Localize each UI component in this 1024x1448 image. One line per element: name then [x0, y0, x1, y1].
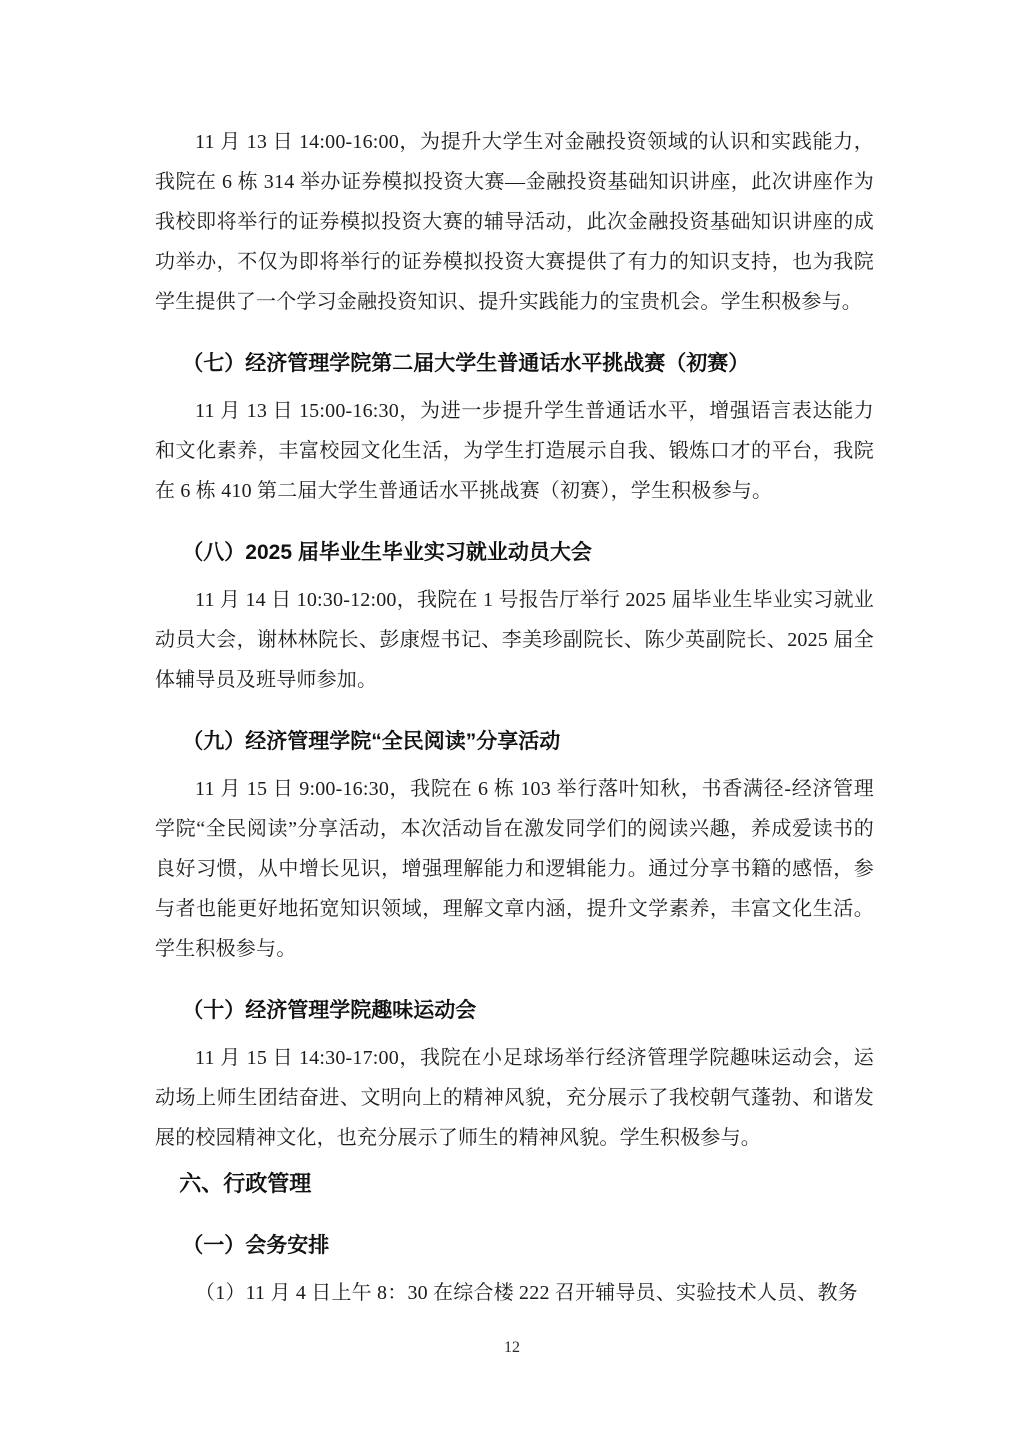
paragraph-reading-share: 11 月 15 日 9:00-16:30，我院在 6 栋 103 举行落叶知秋，书香满径-经济管理学院“全民阅读”分享活动，本次活动旨在激发同学们的阅读兴趣，养成爱读书的良好习惯，从中增长见识，增强理解能力和逻辑能力。通过分享书籍的感悟，参与者也能更好地拓宽知识领域，理解文章内涵，提升文学素养，丰富文化生活。学生积极参与。 — [155, 778, 874, 960]
paragraph-fun-sports: 11 月 15 日 14:30-17:00，我院在小足球场举行经济管理学院趣味运动会，运动场上师生团结奋进、文明向上的精神风貌，充分展示了我校朝气蓬勃、和谐发展的校园精神文化，也充分展示了师生的精神风貌。学生积极参与。 — [155, 1047, 874, 1149]
heading-section-10: （十）经济管理学院趣味运动会 — [182, 999, 477, 1022]
heading-section-1-meetings: （一）会务安排 — [182, 1234, 330, 1257]
heading-section-7: （七）经济管理学院第二届大学生普通话水平挑战赛（初赛） — [182, 352, 750, 375]
paragraph-lecture-finance: 11 月 13 日 14:00-16:00，为提升大学生对金融投资领域的认识和实践能力，我院在 6 栋 314 举办证券模拟投资大赛—金融投资基础知识讲座，此次讲座作为我校即将举行的证券模拟投资大赛的辅导活动，此次金融投资基础知识讲座的成功举办，不仅为即将举行的证券模拟投资大赛提供了有力的知识支持，也为我院学生提供了一个学习金融投资知识、提升实践能力的宝贵机会。学生积极参与。 — [155, 131, 874, 313]
heading-section-9: （九）经济管理学院“全民阅读”分享活动 — [182, 730, 561, 753]
heading-section-8: （八）2025 届毕业生毕业实习就业动员大会 — [182, 541, 592, 564]
page-number: 12 — [504, 1339, 520, 1356]
paragraph-putonghua-challenge: 11 月 13 日 15:00-16:30，为进一步提升学生普通话水平，增强语言表达能力和文化素养，丰富校园文化生活，为学生打造展示自我、锻炼口才的平台，我院在 6 栋 410 第二届大学生普通话水平挑战赛（初赛），学生积极参与。 — [155, 400, 874, 502]
paragraph-meeting-item-1: （1）11 月 4 日上午 8：30 在综合楼 222 召开辅导员、实验技术人员、教务 — [195, 1282, 858, 1304]
paragraph-graduation-mobilization: 11 月 14 日 10:30-12:00，我院在 1 号报告厅举行 2025 届毕业生毕业实习就业动员大会，谢林林院长、彭康煜书记、李美珍副院长、陈少英副院长、2025 届全体辅导员及班导师参加。 — [155, 589, 874, 691]
heading-chapter-6-admin: 六、行政管理 — [179, 1171, 312, 1196]
document-body — [155, 122, 874, 1313]
